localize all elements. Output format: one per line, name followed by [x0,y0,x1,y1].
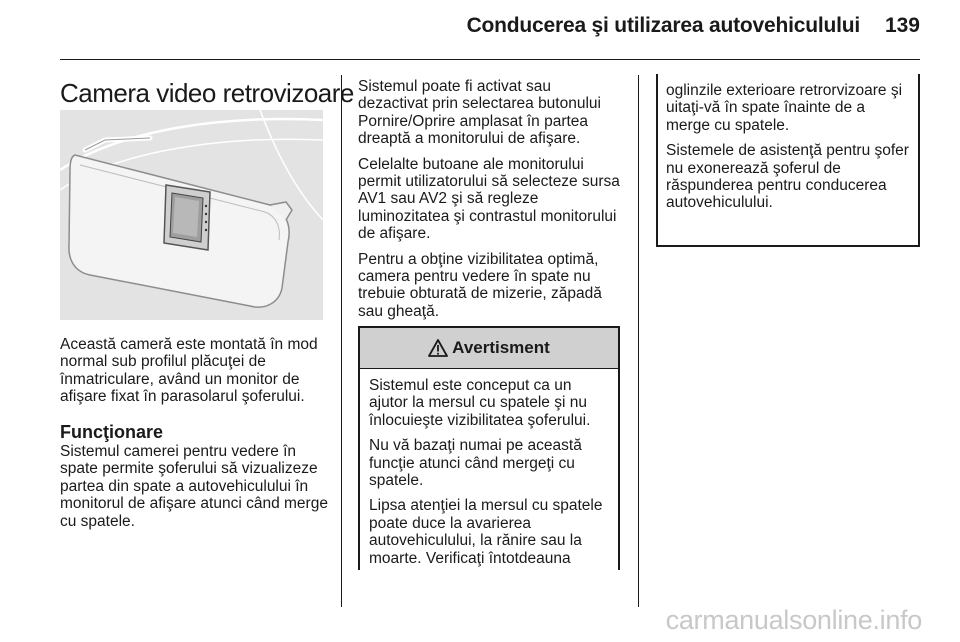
column2-paragraph-3: Pentru a obţine vizibilitatea optimă, camera pentru vedere în spate nu trebuie obturată de mizerie, zăpadă sau gheaţă. [358,250,602,320]
warning-paragraph-3: Lipsa atenţiei la mersul cu spatele poate duce la avarierea autovehiculului, la rănire sau la moarte. Verificaţi întotdeauna [369,497,603,567]
sun-visor-drawing [60,110,323,320]
watermark: carmanualsonline.info [665,605,922,635]
column2-paragraph-2: Celelalte butoane ale monitorului permit utilizatorului să selecteze sursa AV1 sau AV2 şi să regleze luminozitatea şi contrastul monitorului de afişare. [358,155,620,243]
function-text-block [60,443,330,538]
warning-paragraph-1: Sistemul este conceput ca un ajutor la mersul cu spatele şi nu înlocuieşte vizibilitatea şoferului. [369,377,591,429]
warning-continuation-box [656,74,920,247]
column-divider-1 [341,75,342,607]
sun-visor-monitor-illustration [60,110,323,320]
column3-paragraph-1: oglinzile exterioare retrorvizoare şi uitaţi-vă în spate înainte de a merge cu spatele. [666,82,903,134]
running-header: Conducerea şi utilizarea autovehiculului [466,14,860,37]
warning-title: Avertisment [452,338,550,357]
column3-paragraph-2: Sistemele de asistenţă pentru şofer nu exonerează şoferul de răspunderea pentru conducerea autovehiculului. [666,142,909,212]
camera-intro-text [60,336,330,414]
column2-paragraph-1: Sistemul poate fi activat sau dezactivat prin selectarea butonului Pornire/Oprire amplasat în partea dreaptă a monitorului de afişare. [358,78,601,148]
warning-box [358,326,620,570]
warning-header [360,328,618,369]
intro-paragraph: Această cameră este montată în mod normal sub profilul plăcuţei de înmatriculare, având un monitor de afişare fixat în parasolarul şoferului. [60,336,318,406]
section-title: Camera video retrovizoare [60,78,354,108]
warning-paragraph-2: Nu vă bazaţi numai pe această funcţie atunci când mergeţi cu spatele. [369,437,582,490]
column-divider-2 [638,75,639,607]
column2-text-block [358,78,622,328]
function-paragraph: Sistemul camerei pentru vedere în spate permite şoferului să vizualizeze partea din spate a autovehiculului în monitorul de afişare atunci când merge cu spatele. [60,443,328,530]
warning-body [360,369,618,567]
warning-triangle-icon [428,339,448,357]
function-subheading: Funcţionare [60,422,164,442]
header-rule [60,59,920,60]
page-number: 139 [884,14,920,37]
